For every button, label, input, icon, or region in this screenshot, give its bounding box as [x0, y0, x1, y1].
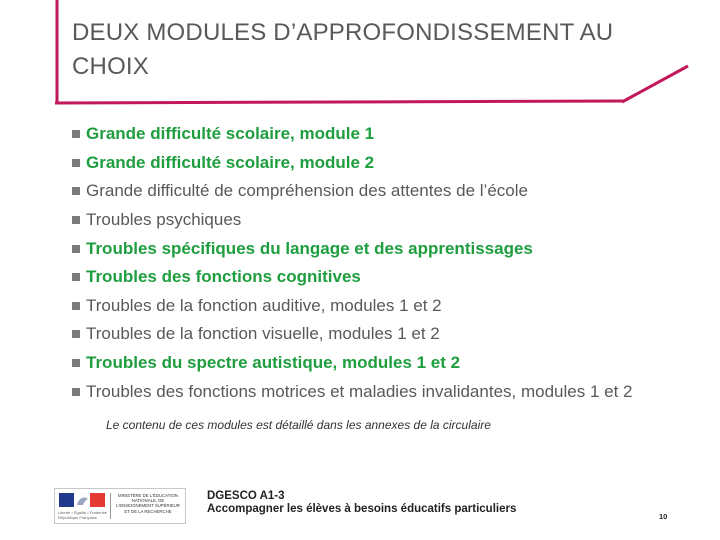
bullet-square-icon — [72, 245, 80, 253]
annex-note: Le contenu de ces modules est détaillé dans les annexes de la circulaire — [106, 418, 491, 432]
list-item-label: Troubles de la fonction visuelle, modules 1 et 2 — [86, 324, 440, 344]
list-item — [72, 377, 712, 406]
footer-description: Accompagner les élèves à besoins éducatifs particuliers — [207, 503, 517, 515]
bullet-square-icon — [72, 159, 80, 167]
list-item-label: Troubles du spectre autistique, modules 1 et 2 — [86, 353, 461, 373]
list-item-label: Troubles de la fonction auditive, modules 1 et 2 — [86, 295, 442, 315]
slide-title: DEUX MODULES D’APPROFONDISSEMENT AU CHOIX — [72, 19, 614, 80]
list-item — [72, 177, 712, 206]
bullet-square-icon — [72, 388, 80, 396]
list-item — [72, 206, 712, 235]
module-list — [72, 120, 712, 406]
list-item-label: Troubles psychiques — [86, 210, 242, 230]
list-item — [72, 120, 712, 149]
list-item — [72, 320, 712, 349]
bullet-square-icon — [72, 273, 80, 281]
list-item — [72, 349, 712, 378]
bullet-square-icon — [72, 302, 80, 310]
bullet-square-icon — [72, 187, 80, 195]
logo-divider — [110, 493, 111, 519]
bullet-square-icon — [72, 216, 80, 224]
list-item-label: Grande difficulté scolaire, module 2 — [86, 152, 375, 172]
ministry-name: MINISTÈRE DE L'ÉDUCATION NATIONALE, DE L'ENSEIGNEMENT SUPÉRIEUR ET DE LA RECHERCHE — [116, 493, 180, 514]
list-item-label: Grande difficulté de compréhension des attentes de l’école — [86, 181, 528, 201]
list-item-label: Troubles spécifiques du langage et des apprentissages — [86, 238, 533, 258]
list-item — [72, 292, 712, 321]
ministry-logo — [54, 488, 186, 524]
list-item-label: Troubles des fonctions cognitives — [86, 267, 361, 287]
bullet-square-icon — [72, 359, 80, 367]
bullet-square-icon — [72, 130, 80, 138]
list-item — [72, 234, 712, 263]
bullet-square-icon — [72, 330, 80, 338]
list-item — [72, 263, 712, 292]
list-item-label: Troubles des fonctions motrices et maladies invalidantes, modules 1 et 2 — [86, 381, 633, 401]
list-item-label: Grande difficulté scolaire, module 1 — [86, 124, 375, 144]
footer-code: DGESCO A1-3 — [207, 490, 285, 502]
republique-francaise-logo-icon — [59, 493, 105, 507]
list-item — [72, 149, 712, 178]
logo-caption: Liberté • Égalité • Fraternité République Française — [58, 510, 107, 520]
page-number: 10 — [659, 512, 668, 521]
